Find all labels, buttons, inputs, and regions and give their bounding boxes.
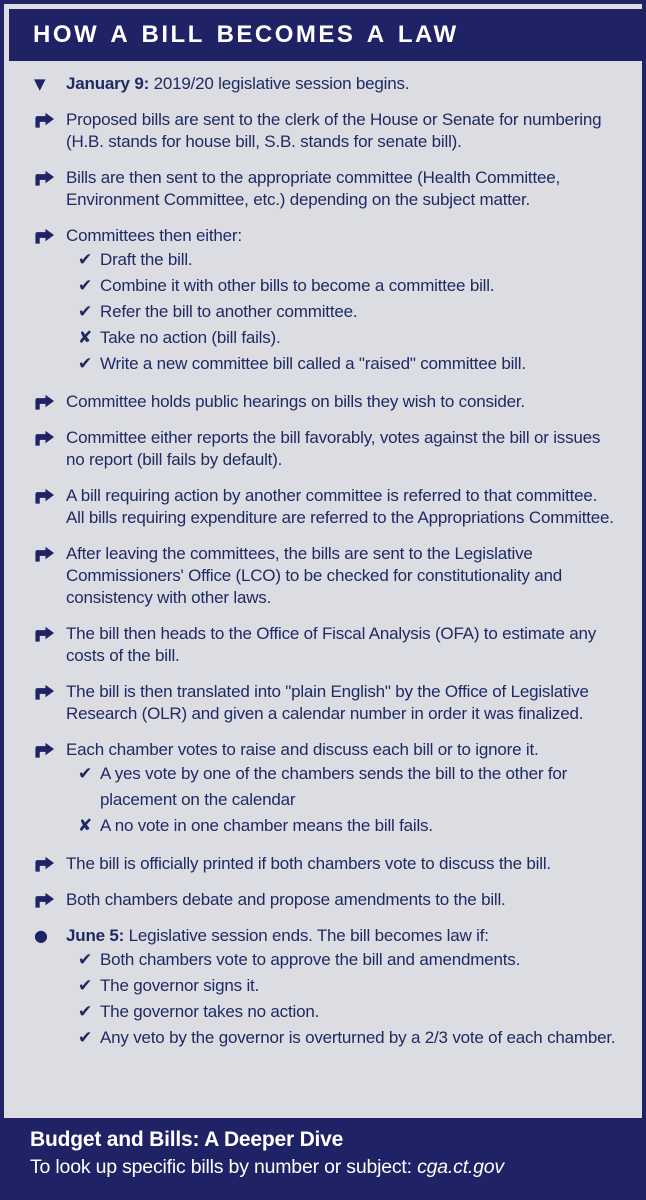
step-item — [34, 225, 616, 377]
step-text: Committee holds public hearings on bills they wish to consider. — [66, 392, 525, 411]
step-item — [34, 543, 616, 609]
arrow-icon — [34, 391, 66, 413]
step-item — [34, 623, 616, 667]
check-icon: ✔ — [78, 1028, 93, 1048]
step-date: January 9: — [66, 74, 154, 93]
sub-step-text: Combine it with other bills to become a committee bill. — [100, 276, 495, 295]
step-text: Proposed bills are sent to the clerk of the House or Senate for numbering (H.B. stands for house bill, S.B. stands for senate bill). — [66, 110, 602, 151]
footer-title: Budget and Bills: A Deeper Dive — [30, 1128, 344, 1151]
sub-step-item — [78, 947, 616, 973]
arrow-icon — [34, 485, 66, 529]
step-text: The bill is officially printed if both chambers vote to discuss the bill. — [66, 854, 551, 873]
header-bar — [9, 9, 642, 61]
footer-lookup-line — [30, 1154, 622, 1181]
step-item — [34, 889, 616, 911]
triangle-icon: ▼ — [34, 75, 46, 93]
sub-step-item — [78, 813, 616, 839]
sub-step-item — [78, 999, 616, 1025]
arrow-icon — [34, 681, 66, 725]
step-text: Committees then either: ✔ Draft the bill. ✔ Combine it with other bills to become a committee bill. ✔ Refer the bill to another committee. ✘ Take no action (bill fails). ✔ Write a new committee bill called a "raised" committee bill. — [66, 225, 616, 377]
sub-step-item — [78, 247, 616, 273]
step-item — [34, 853, 616, 875]
sub-step-item — [78, 351, 616, 377]
step-text: January 9: 2019/20 legislative session begins. — [66, 74, 410, 93]
check-icon: ✔ — [78, 250, 93, 270]
cross-icon: ✘ — [78, 328, 93, 348]
arrow-icon — [34, 225, 66, 377]
step-item — [34, 109, 616, 153]
footer-bar — [4, 1118, 642, 1196]
sub-step-item — [78, 299, 616, 325]
sub-step-text: Refer the bill to another committee. — [100, 302, 358, 321]
step-item — [34, 427, 616, 471]
step-text: June 5: Legislative session ends. The bill becomes law if: ✔ Both chambers vote to approve the bill and amendments. ✔ The governor signs it. ✔ The governor takes no action. ✔ Any veto by the governor is overturned by a 2/3 vote of each chamber. — [66, 925, 616, 1051]
sub-step-text: Take no action (bill fails). — [100, 328, 281, 347]
sub-step-item — [78, 761, 616, 813]
sub-step-text: The governor signs it. — [100, 976, 260, 995]
step-text: Both chambers debate and propose amendments to the bill. — [66, 890, 506, 909]
check-icon: ✔ — [78, 1002, 93, 1022]
check-icon: ✔ — [78, 302, 93, 322]
check-icon: ✔ — [78, 354, 93, 374]
step-text: The bill is then translated into "plain English" by the Office of Legislative Research (OLR) and given a calendar number in order it was finalized. — [66, 682, 589, 723]
sub-step-item — [78, 273, 616, 299]
sub-step-item — [78, 1025, 616, 1051]
step-text: The bill then heads to the Office of Fiscal Analysis (OFA) to estimate any costs of the bill. — [66, 624, 597, 665]
sub-step-text: Draft the bill. — [100, 250, 193, 269]
arrow-icon — [34, 623, 66, 667]
footer-site-link: cga.ct.gov — [417, 1156, 504, 1178]
step-text: Each chamber votes to raise and discuss each bill or to ignore it. ✔ A yes vote by one of the chambers sends the bill to the other for placement on the calendar ✘ A no vote in one chamber means the bill fails. — [66, 739, 616, 839]
check-icon: ✔ — [78, 950, 93, 970]
step-text: Committee either reports the bill favorably, votes against the bill or issues no report (bill fails by default). — [66, 428, 601, 469]
sub-step-text: A no vote in one chamber means the bill fails. — [100, 816, 433, 835]
sub-step-item — [78, 973, 616, 999]
arrow-icon — [34, 853, 66, 875]
steps-list — [4, 61, 642, 1051]
step-date: June 5: — [66, 926, 129, 945]
arrow-icon — [34, 543, 66, 609]
sub-step-text: Any veto by the governor is overturned by a 2/3 vote of each chamber. — [100, 1028, 616, 1047]
arrow-icon — [34, 427, 66, 471]
step-text: Bills are then sent to the appropriate committee (Health Committee, Environment Committee, etc.) depending on the subject matter. — [66, 168, 561, 209]
check-icon: ✔ — [78, 276, 93, 296]
sub-step-text: The governor takes no action. — [100, 1002, 320, 1021]
step-item — [34, 167, 616, 211]
sub-step-text: A yes vote by one of the chambers sends the bill to the other for placement on the calendar — [100, 764, 568, 809]
footer-lookup-text: To look up specific bills by number or subject: — [30, 1156, 418, 1178]
arrow-icon — [34, 739, 66, 839]
check-icon: ✔ — [78, 976, 93, 996]
step-item — [34, 391, 616, 413]
arrow-icon — [34, 889, 66, 911]
sub-step-text: Both chambers vote to approve the bill and amendments. — [100, 950, 521, 969]
step-item — [34, 485, 616, 529]
circle-icon: ● — [34, 926, 48, 945]
page-title: HOW A BILL BECOMES A LAW — [33, 21, 459, 48]
cross-icon: ✘ — [78, 816, 93, 836]
step-item — [34, 925, 616, 1051]
step-item — [34, 739, 616, 839]
arrow-icon — [34, 109, 66, 153]
sub-step-text: Write a new committee bill called a "raised" committee bill. — [100, 354, 526, 373]
arrow-icon — [34, 167, 66, 211]
step-text: A bill requiring action by another committee is referred to that committee. All bills requiring expenditure are referred to the Appropriations Committee. — [66, 486, 614, 527]
check-icon: ✔ — [78, 764, 93, 784]
sub-step-item — [78, 325, 616, 351]
step-item — [34, 73, 616, 95]
step-item — [34, 681, 616, 725]
step-text: After leaving the committees, the bills are sent to the Legislative Commissioners' Office (LCO) to be checked for constitutionality and consistency with other laws. — [66, 544, 562, 607]
